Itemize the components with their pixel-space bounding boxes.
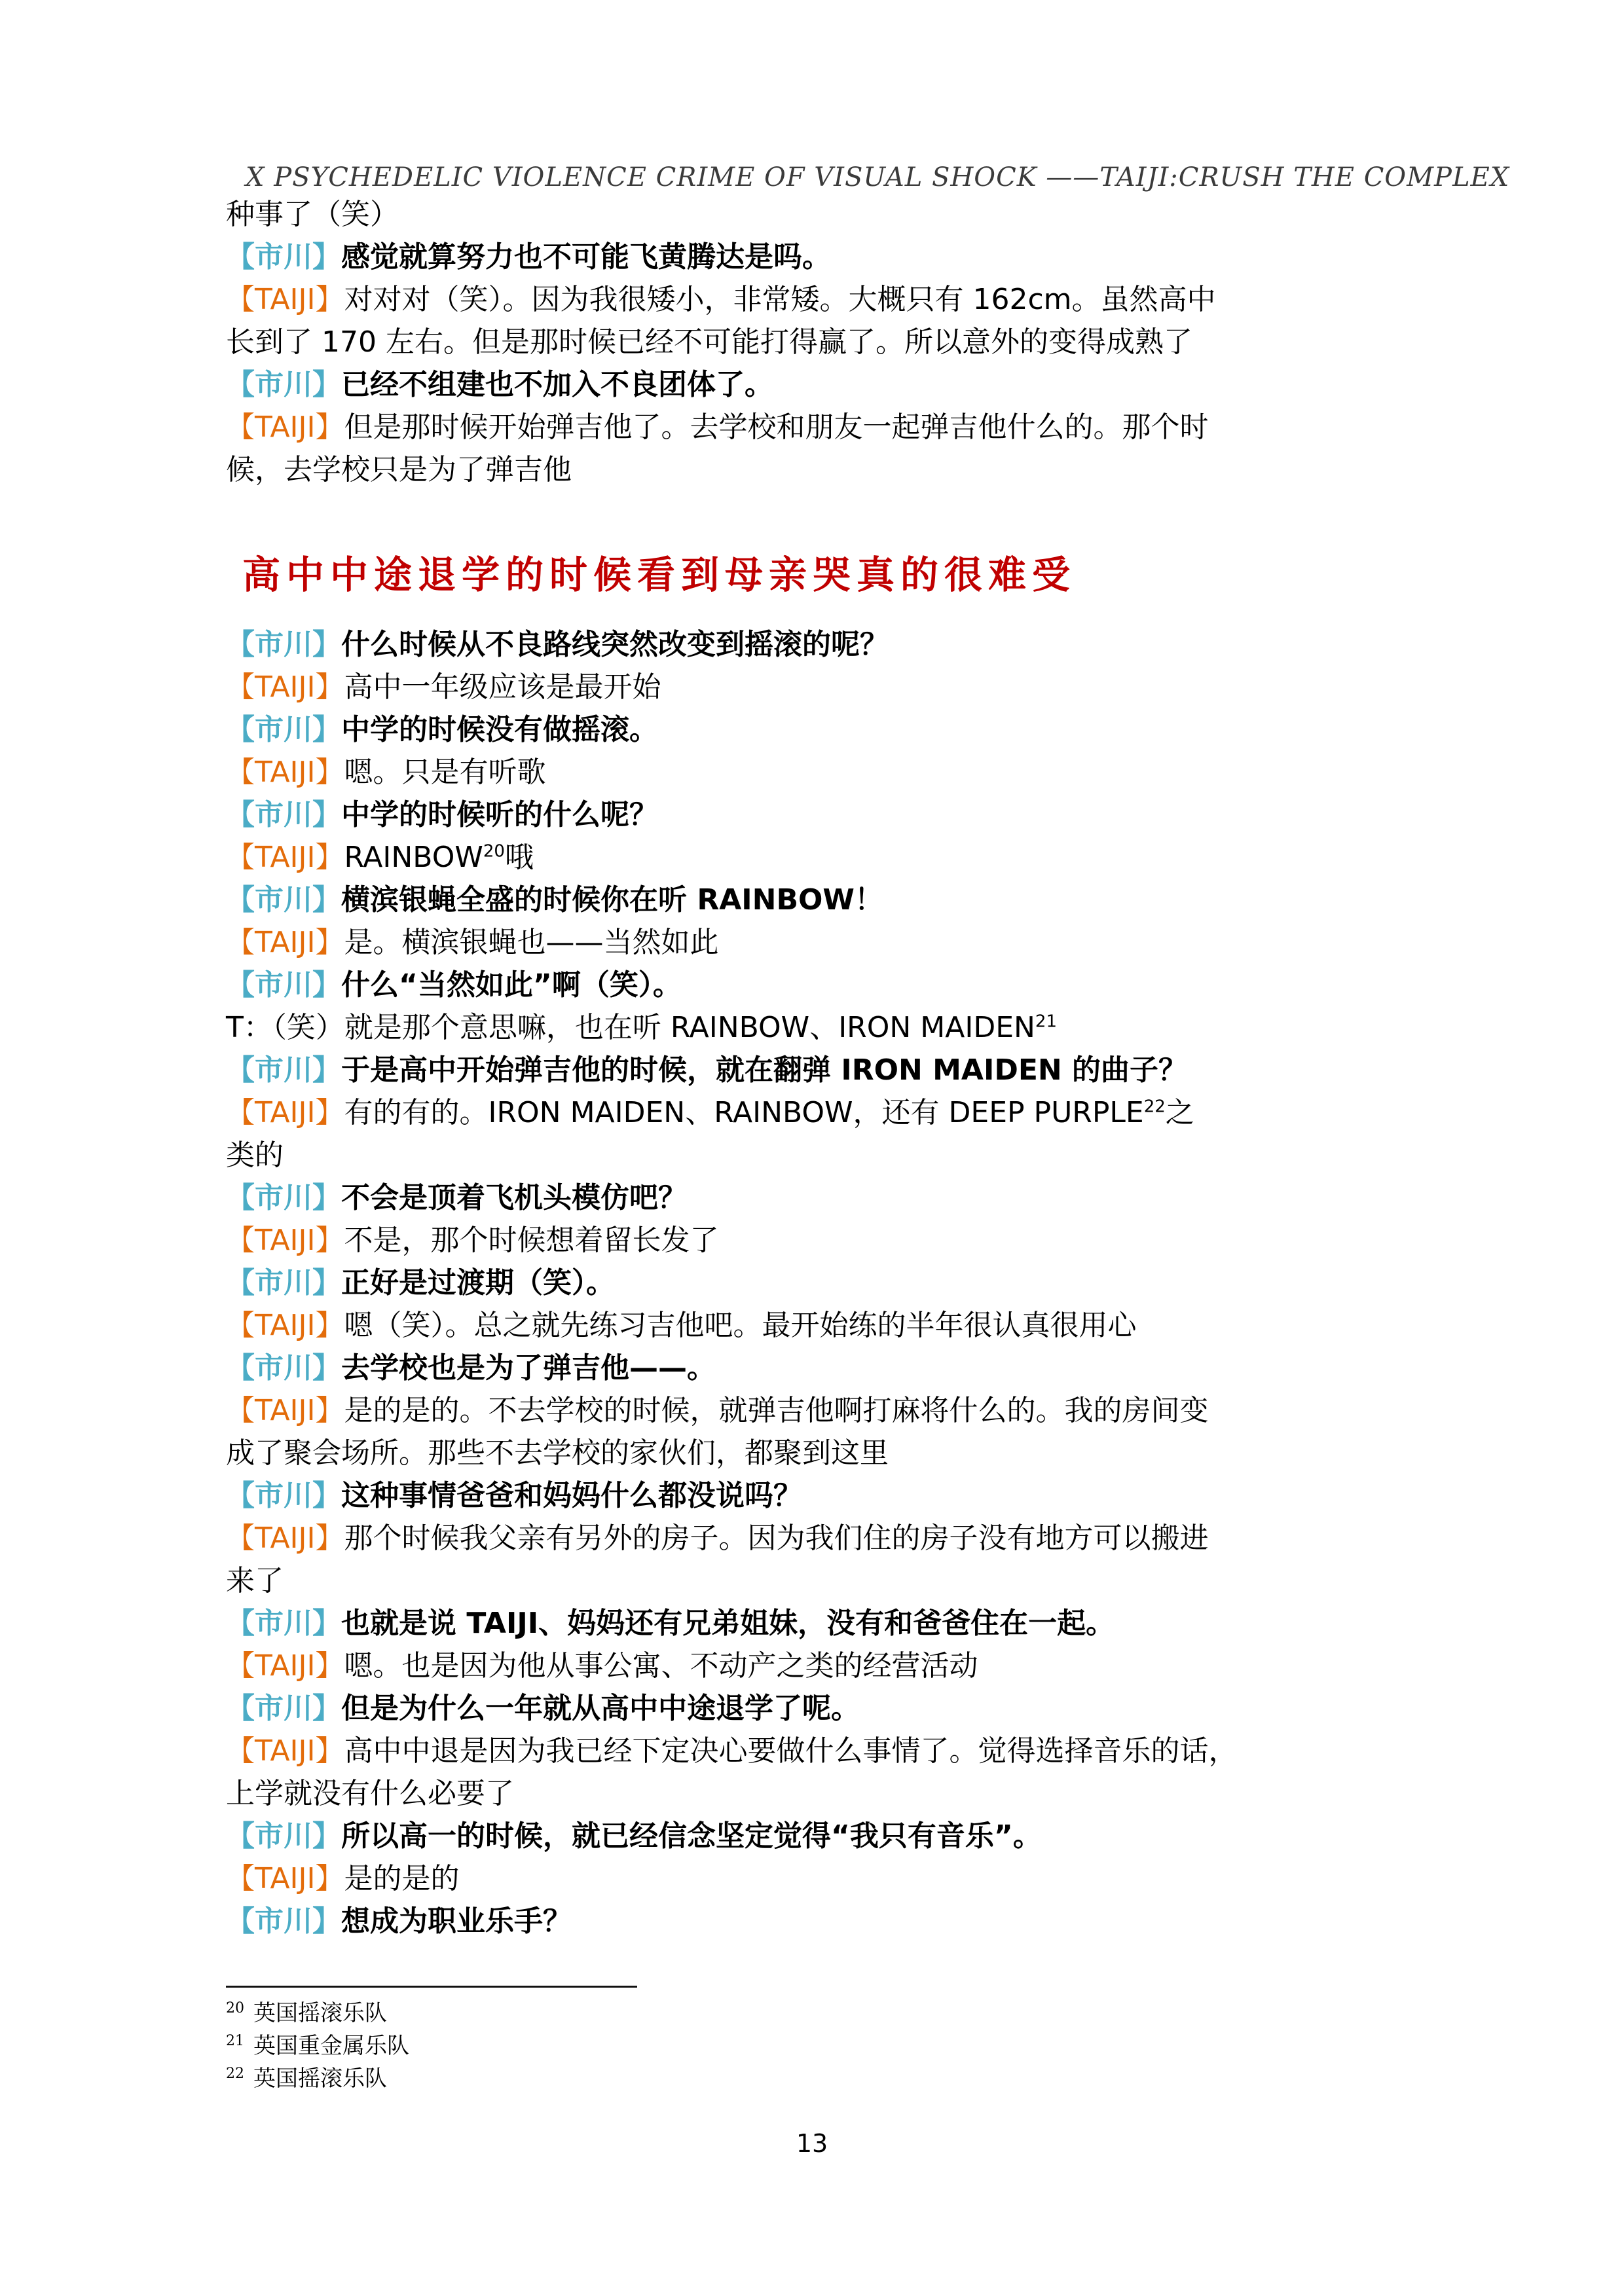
dialogue-line: 长到了 170 左右。但是那时候已经不可能打得赢了。所以意外的变得成熟了 bbox=[226, 325, 1192, 359]
footnote-number: 20 bbox=[226, 1999, 244, 2016]
dialogue-line: 【市川】去学校也是为了弹吉他——。 bbox=[226, 1351, 716, 1385]
dialogue-line: 【TAIJI】高中一年级应该是最开始 bbox=[226, 670, 661, 704]
dialogue-line: 【TAIJI】是。横滨银蝇也——当然如此 bbox=[226, 926, 719, 959]
speaker-label: 【TAIJI】 bbox=[226, 1734, 344, 1768]
speaker-label: 【市川】 bbox=[226, 883, 341, 917]
dialogue-line: 【市川】什么“当然如此”啊（笑）。 bbox=[226, 968, 682, 1002]
dialogue-line: 【市川】感觉就算努力也不可能飞黄腾达是吗。 bbox=[226, 240, 831, 274]
speaker-label: 【市川】 bbox=[226, 1351, 341, 1385]
dialogue-line: 【市川】已经不组建也不加入不良团体了。 bbox=[226, 368, 773, 401]
footnote-reference: 21 bbox=[1035, 1011, 1058, 1032]
footnote-item: $^{20}$ 英国摇滚乐队 bbox=[226, 1999, 387, 2026]
dialogue-line: 【市川】这种事情爸爸和妈妈什么都没说吗？ bbox=[226, 1479, 802, 1512]
dialogue-line: 【TAIJI】嗯。也是因为他从事公寓、不动产之类的经营活动 bbox=[226, 1649, 978, 1683]
dialogue-line: 【市川】正好是过渡期（笑）。 bbox=[226, 1266, 615, 1300]
speaker-label: 【市川】 bbox=[226, 1607, 341, 1640]
page-number: 13 bbox=[796, 2129, 828, 2158]
speaker-label: 【市川】 bbox=[226, 1479, 341, 1512]
speaker-label: 【市川】 bbox=[226, 240, 341, 274]
speaker-label: 【TAIJI】 bbox=[226, 1394, 344, 1427]
speaker-label: 【市川】 bbox=[226, 628, 341, 661]
dialogue-line: 类的 bbox=[226, 1139, 284, 1172]
dialogue-line: 【市川】不会是顶着飞机头模仿吧？ bbox=[226, 1181, 687, 1214]
dialogue-line: 【TAIJI】是的是的。不去学校的时候，就弹吉他啊打麻将什么的。我的房间变 bbox=[226, 1394, 1209, 1427]
dialogue-line: 【市川】中学的时候听的什么呢？ bbox=[226, 798, 658, 831]
speaker-label: 【TAIJI】 bbox=[226, 841, 344, 874]
dialogue-line: 【TAIJI】嗯。只是有听歌 bbox=[226, 756, 546, 789]
dialogue-line: 【TAIJI】那个时候我父亲有另外的房子。因为我们住的房子没有地方可以搬进 bbox=[226, 1522, 1209, 1555]
speaker-label: 【TAIJI】 bbox=[226, 1522, 344, 1555]
speaker-label: 【TAIJI】 bbox=[226, 756, 344, 789]
dialogue-line: 【TAIJI】RAINBOW$^{20}$哦 bbox=[226, 841, 534, 874]
speaker-label: 【TAIJI】 bbox=[226, 670, 344, 704]
dialogue-line: 【市川】也就是说 TAIJI、妈妈还有兄弟姐妹，没有和爸爸住在一起。 bbox=[226, 1607, 1115, 1640]
footnote-number: 21 bbox=[226, 2032, 244, 2049]
speaker-label: 【市川】 bbox=[226, 1053, 341, 1087]
speaker-label: 【市川】 bbox=[226, 798, 341, 831]
running-header-title: X PSYCHEDELIC VIOLENCE CRIME OF VISUAL SHOCK ——TAIJI:CRUSH THE COMPLEX bbox=[246, 162, 1510, 192]
dialogue-line: 【TAIJI】嗯（笑）。总之就先练习吉他吧。最开始练的半年很认真很用心 bbox=[226, 1309, 1137, 1342]
dialogue-line: 候，去学校只是为了弹吉他 bbox=[226, 453, 572, 486]
speaker-label: 【TAIJI】 bbox=[226, 926, 344, 959]
dialogue-line: 种事了（笑） bbox=[226, 198, 399, 231]
speaker-label: 【TAIJI】 bbox=[226, 1309, 344, 1342]
speaker-label: 【市川】 bbox=[226, 1904, 341, 1938]
footnote-reference: 20 bbox=[483, 841, 505, 862]
dialogue-line: 【TAIJI】是的是的 bbox=[226, 1862, 460, 1895]
dialogue-line: 【市川】中学的时候没有做摇滚。 bbox=[226, 713, 658, 746]
speaker-label: 【市川】 bbox=[226, 1692, 341, 1725]
footnote-reference: 22 bbox=[1143, 1097, 1166, 1117]
speaker-label: 【市川】 bbox=[226, 968, 341, 1002]
speaker-label: 【市川】 bbox=[226, 368, 341, 401]
dialogue-line: 【TAIJI】不是，那个时候想着留长发了 bbox=[226, 1224, 719, 1257]
speaker-label: 【市川】 bbox=[226, 1181, 341, 1214]
footnote-item: $^{22}$ 英国摇滚乐队 bbox=[226, 2065, 387, 2092]
dialogue-line: 【市川】所以高一的时候，就已经信念坚定觉得“我只有音乐”。 bbox=[226, 1819, 1042, 1853]
dialogue-line: 成了聚会场所。那些不去学校的家伙们，都聚到这里 bbox=[226, 1436, 889, 1470]
dialogue-line: 【市川】什么时候从不良路线突然改变到摇滚的呢？ bbox=[226, 628, 889, 661]
footnote-item: $^{21}$ 英国重金属乐队 bbox=[226, 2032, 409, 2059]
dialogue-line: 【市川】于是高中开始弹吉他的时候，就在翻弹 IRON MAIDEN 的曲子？ bbox=[226, 1053, 1188, 1087]
speaker-label: 【TAIJI】 bbox=[226, 283, 344, 316]
speaker-label: 【市川】 bbox=[226, 1819, 341, 1853]
dialogue-line: 【市川】想成为职业乐手？ bbox=[226, 1904, 572, 1938]
speaker-label: 【市川】 bbox=[226, 1266, 341, 1300]
dialogue-block bbox=[226, 623, 1405, 1942]
speaker-label: 【TAIJI】 bbox=[226, 1862, 344, 1895]
dialogue-line: T：（笑）就是那个意思嘛，也在听 RAINBOW、IRON MAIDEN$^{21}$ bbox=[226, 1011, 1058, 1044]
footnote-separator bbox=[226, 1986, 637, 1988]
dialogue-line: 上学就没有什么必要了 bbox=[226, 1777, 514, 1810]
footnote-number: 22 bbox=[226, 2065, 244, 2082]
section-heading: 高中中途退学的时候看到母亲哭真的很难受 bbox=[242, 553, 1077, 597]
dialogue-line: 【TAIJI】高中中退是因为我已经下定决心要做什么事情了。觉得选择音乐的话， bbox=[226, 1734, 1238, 1768]
speaker-label: 【TAIJI】 bbox=[226, 1649, 344, 1683]
dialogue-line: 【TAIJI】对对对（笑）。因为我很矮小，非常矮。大概只有 162cm。虽然高中 bbox=[226, 283, 1216, 316]
speaker-label: 【TAIJI】 bbox=[226, 1224, 344, 1257]
footnote-list bbox=[226, 1997, 409, 2095]
dialogue-line: 来了 bbox=[226, 1564, 284, 1597]
speaker-label: 【TAIJI】 bbox=[226, 1096, 344, 1129]
dialogue-line: 【市川】横滨银蝇全盛的时候你在听 RAINBOW！ bbox=[226, 883, 883, 917]
dialogue-line: 【市川】但是为什么一年就从高中中途退学了呢。 bbox=[226, 1692, 860, 1725]
speaker-label: 【TAIJI】 bbox=[226, 410, 344, 444]
speaker-label: 【市川】 bbox=[226, 713, 341, 746]
dialogue-line: 【TAIJI】但是那时候开始弹吉他了。去学校和朋友一起弹吉他什么的。那个时 bbox=[226, 410, 1209, 444]
dialogue-line: 【TAIJI】有的有的。IRON MAIDEN、RAINBOW，还有 DEEP PURPLE$^{22}$之 bbox=[226, 1096, 1194, 1129]
intro-paragraph-block bbox=[226, 193, 1405, 491]
